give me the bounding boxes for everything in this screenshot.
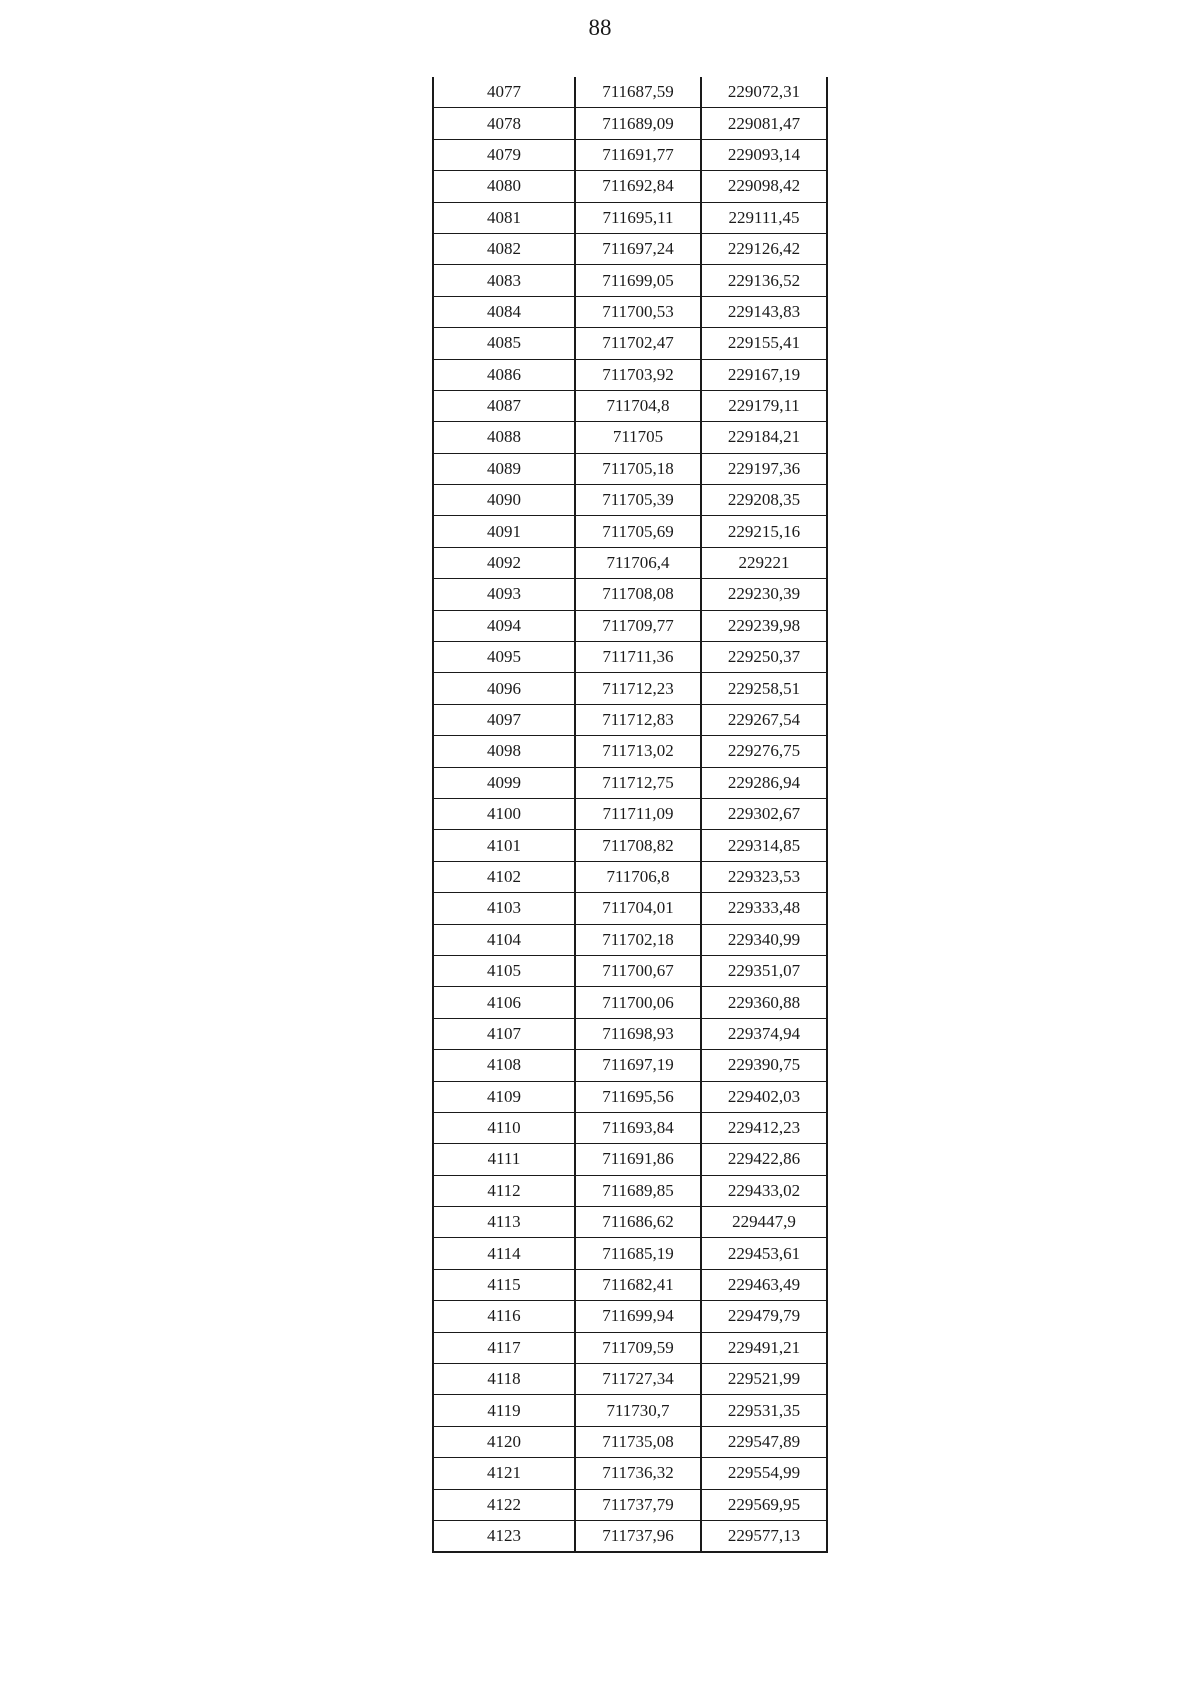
x-coordinate-cell: 711708,08 [575, 579, 701, 610]
point-number-cell: 4100 [433, 798, 575, 829]
y-coordinate-cell: 229554,99 [701, 1458, 827, 1489]
point-number-cell: 4097 [433, 704, 575, 735]
x-coordinate-cell: 711691,77 [575, 139, 701, 170]
y-coordinate-cell: 229422,86 [701, 1144, 827, 1175]
point-number-cell: 4115 [433, 1269, 575, 1300]
point-number-cell: 4109 [433, 1081, 575, 1112]
y-coordinate-cell: 229463,49 [701, 1269, 827, 1300]
table-row [433, 202, 827, 233]
table-row [433, 1520, 827, 1552]
point-number-cell: 4101 [433, 830, 575, 861]
table-row [433, 328, 827, 359]
table-row [433, 1332, 827, 1363]
x-coordinate-cell: 711727,34 [575, 1364, 701, 1395]
x-coordinate-cell: 711682,41 [575, 1269, 701, 1300]
point-number-cell: 4087 [433, 390, 575, 421]
y-coordinate-cell: 229521,99 [701, 1364, 827, 1395]
x-coordinate-cell: 711695,11 [575, 202, 701, 233]
y-coordinate-cell: 229286,94 [701, 767, 827, 798]
table-row [433, 861, 827, 892]
x-coordinate-cell: 711698,93 [575, 1018, 701, 1049]
point-number-cell: 4114 [433, 1238, 575, 1269]
point-number-cell: 4083 [433, 265, 575, 296]
x-coordinate-cell: 711711,09 [575, 798, 701, 829]
point-number-cell: 4112 [433, 1175, 575, 1206]
y-coordinate-cell: 229184,21 [701, 422, 827, 453]
point-number-cell: 4102 [433, 861, 575, 892]
point-number-cell: 4090 [433, 485, 575, 516]
point-number-cell: 4119 [433, 1395, 575, 1426]
point-number-cell: 4110 [433, 1112, 575, 1143]
x-coordinate-cell: 711697,24 [575, 233, 701, 264]
point-number-cell: 4107 [433, 1018, 575, 1049]
y-coordinate-cell: 229412,23 [701, 1112, 827, 1143]
x-coordinate-cell: 711705,39 [575, 485, 701, 516]
point-number-cell: 4092 [433, 547, 575, 578]
table-row [433, 265, 827, 296]
y-coordinate-cell: 229081,47 [701, 108, 827, 139]
point-number-cell: 4105 [433, 955, 575, 986]
y-coordinate-cell: 229230,39 [701, 579, 827, 610]
table-row [433, 485, 827, 516]
x-coordinate-cell: 711699,05 [575, 265, 701, 296]
x-coordinate-cell: 711706,8 [575, 861, 701, 892]
x-coordinate-cell: 711699,94 [575, 1301, 701, 1332]
point-number-cell: 4095 [433, 642, 575, 673]
point-number-cell: 4089 [433, 453, 575, 484]
coordinates-table-body [433, 77, 827, 1552]
x-coordinate-cell: 711712,75 [575, 767, 701, 798]
y-coordinate-cell: 229143,83 [701, 296, 827, 327]
x-coordinate-cell: 711737,79 [575, 1489, 701, 1520]
y-coordinate-cell: 229390,75 [701, 1050, 827, 1081]
point-number-cell: 4123 [433, 1520, 575, 1552]
x-coordinate-cell: 711703,92 [575, 359, 701, 390]
y-coordinate-cell: 229547,89 [701, 1426, 827, 1457]
table-row [433, 579, 827, 610]
point-number-cell: 4082 [433, 233, 575, 264]
table-row [433, 1395, 827, 1426]
point-number-cell: 4085 [433, 328, 575, 359]
x-coordinate-cell: 711702,47 [575, 328, 701, 359]
table-row [433, 673, 827, 704]
table-row [433, 390, 827, 421]
y-coordinate-cell: 229221 [701, 547, 827, 578]
table-row [433, 108, 827, 139]
table-row [433, 955, 827, 986]
x-coordinate-cell: 711706,4 [575, 547, 701, 578]
point-number-cell: 4098 [433, 736, 575, 767]
y-coordinate-cell: 229577,13 [701, 1520, 827, 1552]
y-coordinate-cell: 229239,98 [701, 610, 827, 641]
x-coordinate-cell: 711702,18 [575, 924, 701, 955]
table-row [433, 359, 827, 390]
y-coordinate-cell: 229267,54 [701, 704, 827, 735]
y-coordinate-cell: 229402,03 [701, 1081, 827, 1112]
table-row [433, 610, 827, 641]
point-number-cell: 4096 [433, 673, 575, 704]
y-coordinate-cell: 229314,85 [701, 830, 827, 861]
x-coordinate-cell: 711737,96 [575, 1520, 701, 1552]
table-row [433, 77, 827, 108]
point-number-cell: 4111 [433, 1144, 575, 1175]
table-row [433, 642, 827, 673]
x-coordinate-cell: 711704,8 [575, 390, 701, 421]
point-number-cell: 4103 [433, 893, 575, 924]
table-row [433, 1081, 827, 1112]
x-coordinate-cell: 711705,69 [575, 516, 701, 547]
table-row [433, 767, 827, 798]
x-coordinate-cell: 711705 [575, 422, 701, 453]
y-coordinate-cell: 229197,36 [701, 453, 827, 484]
y-coordinate-cell: 229340,99 [701, 924, 827, 955]
x-coordinate-cell: 711686,62 [575, 1207, 701, 1238]
table-row [433, 1489, 827, 1520]
y-coordinate-cell: 229208,35 [701, 485, 827, 516]
table-row [433, 1269, 827, 1300]
point-number-cell: 4084 [433, 296, 575, 327]
x-coordinate-cell: 711685,19 [575, 1238, 701, 1269]
coordinates-table [432, 77, 828, 1553]
table-row [433, 171, 827, 202]
x-coordinate-cell: 711693,84 [575, 1112, 701, 1143]
y-coordinate-cell: 229167,19 [701, 359, 827, 390]
point-number-cell: 4086 [433, 359, 575, 390]
table-row [433, 1301, 827, 1332]
point-number-cell: 4108 [433, 1050, 575, 1081]
table-row [433, 798, 827, 829]
y-coordinate-cell: 229453,61 [701, 1238, 827, 1269]
x-coordinate-cell: 711709,59 [575, 1332, 701, 1363]
table-row [433, 233, 827, 264]
x-coordinate-cell: 711705,18 [575, 453, 701, 484]
point-number-cell: 4094 [433, 610, 575, 641]
table-row [433, 296, 827, 327]
y-coordinate-cell: 229447,9 [701, 1207, 827, 1238]
y-coordinate-cell: 229258,51 [701, 673, 827, 704]
point-number-cell: 4088 [433, 422, 575, 453]
x-coordinate-cell: 711711,36 [575, 642, 701, 673]
x-coordinate-cell: 711709,77 [575, 610, 701, 641]
y-coordinate-cell: 229111,45 [701, 202, 827, 233]
point-number-cell: 4121 [433, 1458, 575, 1489]
point-number-cell: 4104 [433, 924, 575, 955]
point-number-cell: 4078 [433, 108, 575, 139]
x-coordinate-cell: 711712,83 [575, 704, 701, 735]
y-coordinate-cell: 229250,37 [701, 642, 827, 673]
table-row [433, 422, 827, 453]
point-number-cell: 4113 [433, 1207, 575, 1238]
table-row [433, 547, 827, 578]
table-row [433, 830, 827, 861]
table-row [433, 1144, 827, 1175]
y-coordinate-cell: 229351,07 [701, 955, 827, 986]
point-number-cell: 4122 [433, 1489, 575, 1520]
x-coordinate-cell: 711692,84 [575, 171, 701, 202]
point-number-cell: 4077 [433, 77, 575, 108]
y-coordinate-cell: 229179,11 [701, 390, 827, 421]
x-coordinate-cell: 711695,56 [575, 1081, 701, 1112]
point-number-cell: 4116 [433, 1301, 575, 1332]
point-number-cell: 4080 [433, 171, 575, 202]
x-coordinate-cell: 711736,32 [575, 1458, 701, 1489]
y-coordinate-cell: 229323,53 [701, 861, 827, 892]
x-coordinate-cell: 711689,09 [575, 108, 701, 139]
table-row [433, 1364, 827, 1395]
x-coordinate-cell: 711704,01 [575, 893, 701, 924]
y-coordinate-cell: 229302,67 [701, 798, 827, 829]
x-coordinate-cell: 711730,7 [575, 1395, 701, 1426]
table-row [433, 1175, 827, 1206]
point-number-cell: 4099 [433, 767, 575, 798]
point-number-cell: 4120 [433, 1426, 575, 1457]
x-coordinate-cell: 711713,02 [575, 736, 701, 767]
x-coordinate-cell: 711700,67 [575, 955, 701, 986]
y-coordinate-cell: 229531,35 [701, 1395, 827, 1426]
point-number-cell: 4079 [433, 139, 575, 170]
table-row [433, 1207, 827, 1238]
y-coordinate-cell: 229155,41 [701, 328, 827, 359]
x-coordinate-cell: 711712,23 [575, 673, 701, 704]
x-coordinate-cell: 711691,86 [575, 1144, 701, 1175]
table-row [433, 1018, 827, 1049]
y-coordinate-cell: 229215,16 [701, 516, 827, 547]
y-coordinate-cell: 229126,42 [701, 233, 827, 264]
x-coordinate-cell: 711689,85 [575, 1175, 701, 1206]
y-coordinate-cell: 229360,88 [701, 987, 827, 1018]
table-row [433, 704, 827, 735]
x-coordinate-cell: 711700,06 [575, 987, 701, 1018]
y-coordinate-cell: 229276,75 [701, 736, 827, 767]
point-number-cell: 4118 [433, 1364, 575, 1395]
table-row [433, 1112, 827, 1143]
table-row [433, 1458, 827, 1489]
y-coordinate-cell: 229136,52 [701, 265, 827, 296]
table-row [433, 1238, 827, 1269]
point-number-cell: 4117 [433, 1332, 575, 1363]
x-coordinate-cell: 711708,82 [575, 830, 701, 861]
point-number-cell: 4106 [433, 987, 575, 1018]
table-row [433, 139, 827, 170]
table-row [433, 987, 827, 1018]
y-coordinate-cell: 229491,21 [701, 1332, 827, 1363]
table-row [433, 1050, 827, 1081]
table-row [433, 893, 827, 924]
table-row [433, 1426, 827, 1457]
x-coordinate-cell: 711735,08 [575, 1426, 701, 1457]
y-coordinate-cell: 229433,02 [701, 1175, 827, 1206]
y-coordinate-cell: 229569,95 [701, 1489, 827, 1520]
table-row [433, 453, 827, 484]
y-coordinate-cell: 229098,42 [701, 171, 827, 202]
y-coordinate-cell: 229374,94 [701, 1018, 827, 1049]
table-row [433, 924, 827, 955]
table-row [433, 516, 827, 547]
point-number-cell: 4081 [433, 202, 575, 233]
x-coordinate-cell: 711700,53 [575, 296, 701, 327]
y-coordinate-cell: 229093,14 [701, 139, 827, 170]
page-number: 88 [588, 15, 612, 40]
x-coordinate-cell: 711687,59 [575, 77, 701, 108]
y-coordinate-cell: 229072,31 [701, 77, 827, 108]
y-coordinate-cell: 229479,79 [701, 1301, 827, 1332]
x-coordinate-cell: 711697,19 [575, 1050, 701, 1081]
table-row [433, 736, 827, 767]
y-coordinate-cell: 229333,48 [701, 893, 827, 924]
point-number-cell: 4091 [433, 516, 575, 547]
point-number-cell: 4093 [433, 579, 575, 610]
